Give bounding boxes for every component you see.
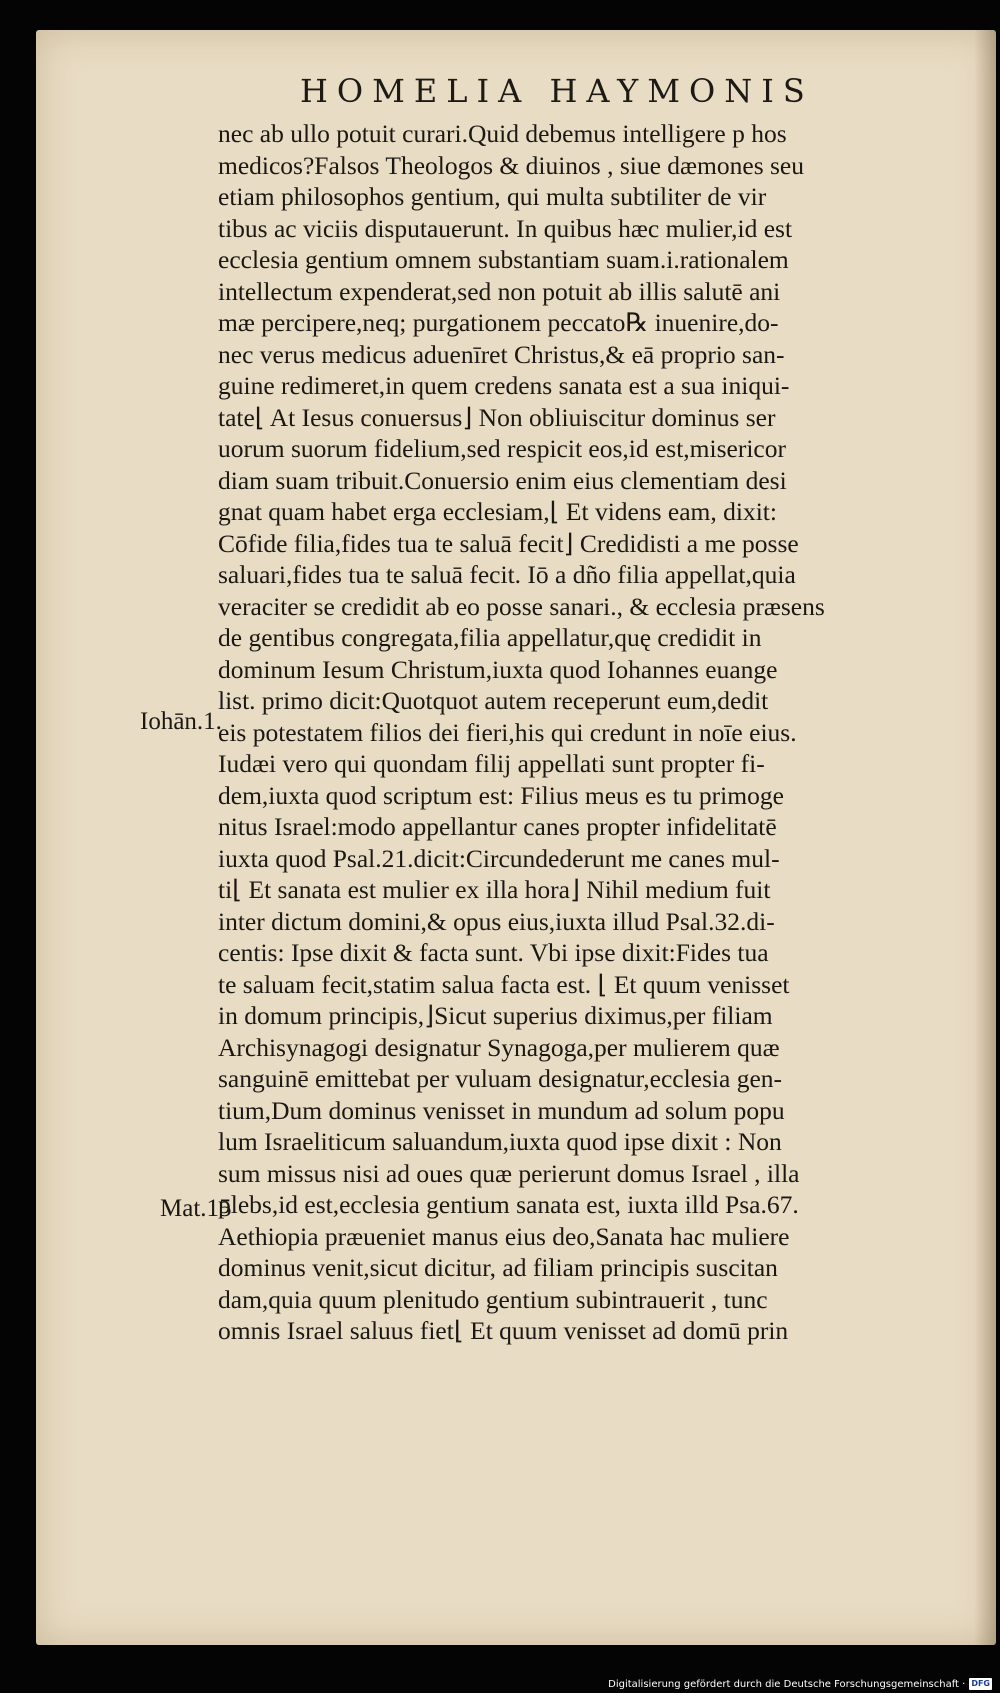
text-line: dominum Iesum Christum,iuxta quod Iohannes euange — [218, 654, 778, 684]
text-line: saluari,fides tua te saluā fecit. Iō a dño filia appellat,quia — [218, 560, 796, 589]
text-line: centis: Ipse dixit & facta sunt. Vbi ipse dixit:Fides tua — [218, 938, 769, 967]
text-line: dam,quia quum plenitudo gentium subintrauerit , tunc — [218, 1284, 768, 1314]
text-line: gnat quam habet erga ecclesiam,⌊ Et videns eam, dixit: — [218, 497, 777, 526]
text-line: list. primo dicit:Quotquot autem receperunt eum,dedit — [218, 686, 769, 715]
credit-text: Digitalisierung gefördert durch die Deutsche Forschungsgemeinschaft · — [608, 1678, 966, 1690]
text-line: iuxta quod Psal.21.dicit:Circundederunt me canes mul- — [218, 843, 780, 873]
text-line: omnis Israel saluus fiet⌊ Et quum venisset ad domū prin — [218, 1316, 789, 1345]
text-line: nec ab ullo potuit curari.Quid debemus intelligere p hos — [218, 119, 787, 148]
dfg-logo-icon: DFG — [971, 1679, 990, 1688]
text-line: Aethiopia præueniet manus eius deo,Sanata hac muliere — [218, 1221, 790, 1251]
text-line: veraciter se credidit ab eo posse sanari., & ecclesia præsens — [218, 591, 825, 621]
text-line: inter dictum domini,& opus eius,iuxta illud Psal.32.di- — [218, 906, 775, 936]
text-line: Archisynagogi designatur Synagoga,per mulierem quæ — [218, 1032, 780, 1062]
text-line: Iudæi vero qui quondam filij appellati sunt propter fi- — [218, 749, 765, 778]
text-line: tate⌊ At Iesus conuersus⌋ Non obliuiscitur dominus ser — [218, 402, 776, 432]
text-line: plebs,id est,ecclesia gentium sanata est, iuxta illd Psa.67. — [218, 1190, 799, 1219]
text-line: tium,Dum dominus venisset in mundum ad solum popu — [218, 1095, 785, 1125]
text-line: dominus venit,sicut dicitur, ad filiam principis suscitan — [218, 1253, 778, 1282]
text-line: nitus Israel:modo appellantur canes propter infidelitatē — [218, 812, 777, 841]
text-line: intellectum expenderat,sed non potuit ab illis salutē ani — [218, 276, 781, 306]
text-line: dem,iuxta quod scriptum est: Filius meus es tu primoge — [218, 780, 784, 810]
text-line: ti⌊ Et sanata est mulier ex illa hora⌋ Nihil medium fuit — [218, 875, 771, 904]
text-line: etiam philosophos gentium, qui multa subtiliter de vir — [218, 182, 767, 211]
text-line: lum Israeliticum saluandum,iuxta quod ipse dixit : Non — [218, 1127, 782, 1156]
margin-note-matthew: Mat.15 — [160, 1195, 232, 1222]
text-line: te saluam fecit,statim salua facta est. ⌊ Et quum venisset — [218, 969, 790, 999]
text-line: guine redimeret,in quem credens sanata est a sua iniqui- — [218, 371, 790, 400]
running-head: HOMELIA HAYMONIS — [300, 72, 814, 110]
text-line: sum missus nisi ad oues quæ perierunt domus Israel , illa — [218, 1158, 800, 1188]
text-line: Cōfide filia,fides tua te saluā fecit⌋ Credidisti a me posse — [218, 528, 799, 558]
text-line: in domum principis,⌋Sicut superius diximus,per filiam — [218, 1001, 773, 1030]
text-line: ecclesia gentium omnem substantiam suam.i.rationalem — [218, 245, 789, 274]
margin-note-john: Iohān.1. — [140, 708, 222, 735]
text-line: nec verus medicus aduenīret Christus,& eā proprio san- — [218, 339, 785, 369]
text-line: sanguinē emittebat per vuluam designatur,ecclesia gen- — [218, 1064, 783, 1093]
text-line: mæ percipere,neq; purgationem peccato℞ inuenire,do- — [218, 308, 779, 337]
text-line: eis potestatem filios dei fieri,his qui credunt in noīe eius. — [218, 717, 797, 747]
text-line: diam suam tribuit.Conuersio enim eius clementiam desi — [218, 465, 787, 495]
text-line: uorum suorum fidelium,sed respicit eos,id est,misericor — [218, 434, 786, 463]
text-line: de gentibus congregata,filia appellatur,quę credidit in — [218, 623, 762, 652]
text-line: tibus ac viciis disputauerunt. In quibus hæc mulier,id est — [218, 213, 793, 243]
digitization-credit — [608, 1677, 992, 1691]
text-line: medicos?Falsos Theologos & diuinos , siue dæmones seu — [218, 150, 805, 180]
body-text — [218, 118, 978, 1347]
